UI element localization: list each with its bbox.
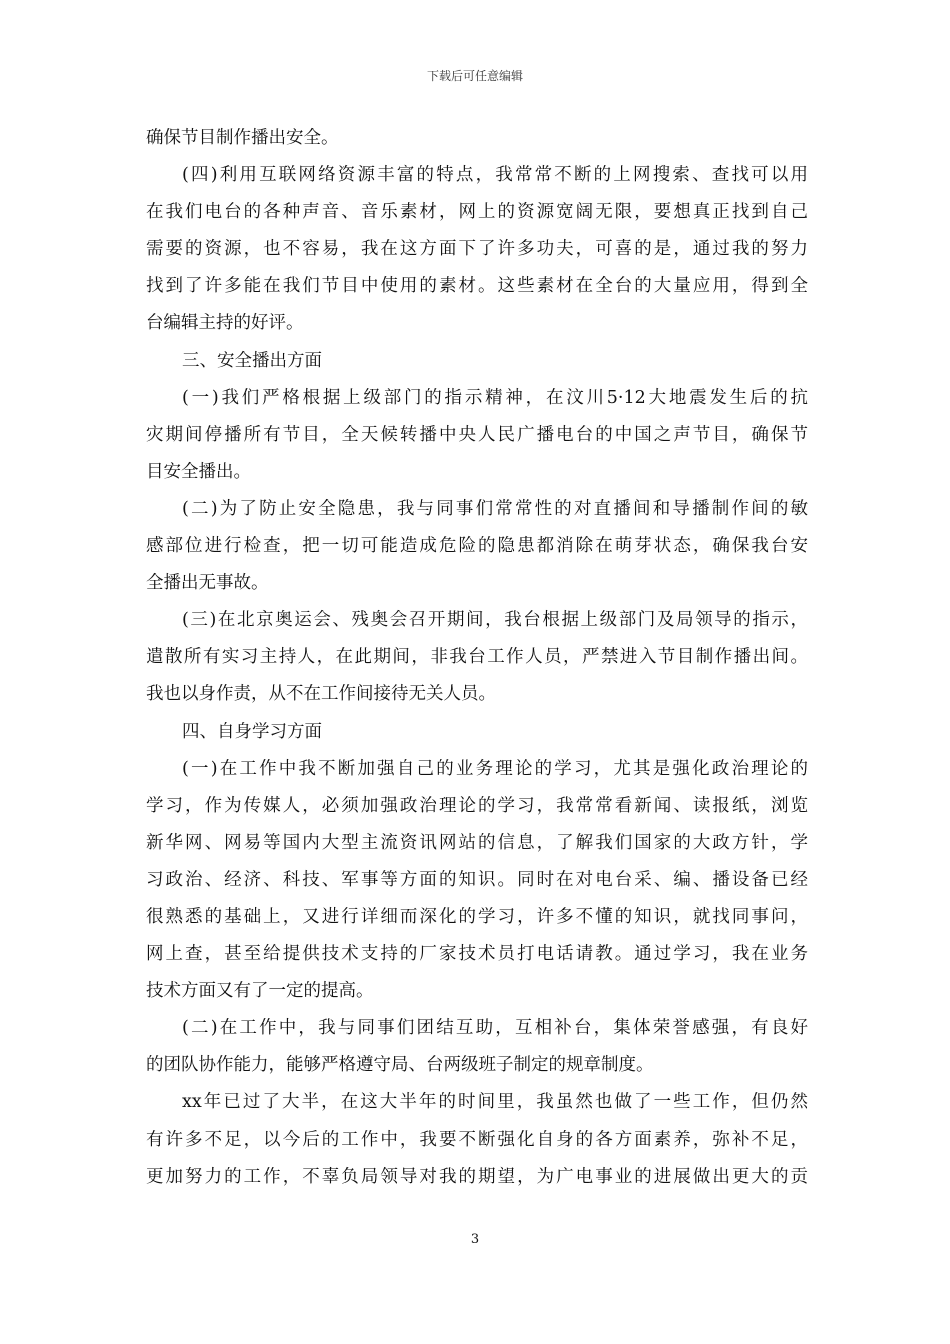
text-line: 灾期间停播所有节目，全天候转播中央人民广播电台的中国之声节目，确保节 xyxy=(146,424,808,445)
text-line: (二)在工作中，我与同事们团结互助，互相补台，集体荣誉感强，有良好 xyxy=(182,1018,808,1039)
text-line: (四)利用互联网络资源丰富的特点，我常常不断的上网搜索、查找可以用 xyxy=(182,165,808,186)
text-line: xx年已过了大半，在这大半年的时间里，我虽然也做了一些工作，但仍然 xyxy=(182,1092,808,1113)
text-line: (一)在工作中我不断加强自己的业务理论的学习，尤其是强化政治理论的 xyxy=(182,758,808,779)
text-line: 目安全播出。 xyxy=(146,461,251,482)
text-line: 更加努力的工作，不辜负局领导对我的期望，为广电事业的进展做出更大的贡 xyxy=(146,1166,808,1187)
text-line: 学习，作为传媒人，必须加强政治理论的学习，我常常看新闻、读报纸，浏览 xyxy=(146,795,808,816)
text-line: 在我们电台的各种声音、音乐素材，网上的资源宽阔无限，要想真正找到自己 xyxy=(146,202,808,223)
text-line: 的团队协作能力，能够严格遵守局、台两级班子制定的规章制度。 xyxy=(146,1055,654,1076)
text-line: 有许多不足，以今后的工作中，我要不断强化自身的各方面素养，弥补不足， xyxy=(146,1129,808,1150)
text-line: 技术方面又有了一定的提高。 xyxy=(146,981,374,1002)
page-header: 下载后可任意编辑 xyxy=(426,69,523,83)
text-line: 需要的资源，也不容易，我在这方面下了许多功夫，可喜的是，通过我的努力 xyxy=(146,239,808,260)
text-line: 遣散所有实习主持人，在此期间，非我台工作人员，严禁进入节目制作播出间。 xyxy=(146,647,808,668)
text-line: 感部位进行检查，把一切可能造成危险的隐患都消除在萌芽状态，确保我台安 xyxy=(146,536,808,557)
text-line: 很熟悉的基础上，又进行详细而深化的学习，许多不懂的知识，就找同事问， xyxy=(146,906,808,927)
text-line: 习政治、经济、科技、军事等方面的知识。同时在对电台采、编、播设备已经 xyxy=(146,869,808,890)
text-line: (一)我们严格根据上级部门的指示精神，在汶川5·12大地震发生后的抗 xyxy=(182,387,808,408)
text-line: (三)在北京奥运会、残奥会召开期间，我台根据上级部门及局领导的指示， xyxy=(182,610,808,631)
text-line: 确保节目制作播出安全。 xyxy=(146,128,339,148)
text-line: 我也以身作责，从不在工作间接待无关人员。 xyxy=(146,684,496,705)
document-body xyxy=(146,120,808,1196)
text-line: 网上查，甚至给提供技术支持的厂家技术员打电话请教。通过学习，我在业务 xyxy=(146,944,808,965)
text-line: 台编辑主持的好评。 xyxy=(146,313,304,334)
text-line: 找到了许多能在我们节目中使用的素材。这些素材在全台的大量应用，得到全 xyxy=(146,276,808,297)
text-line: 新华网、网易等国内大型主流资讯网站的信息，了解我们国家的大政方针，学 xyxy=(146,832,808,853)
section-heading: 三、安全播出方面 xyxy=(182,350,322,371)
section-heading: 四、自身学习方面 xyxy=(182,721,322,742)
page-number: 3 xyxy=(470,1232,480,1247)
text-line: 全播出无事故。 xyxy=(146,573,269,594)
text-line: (二)为了防止安全隐患，我与同事们常常性的对直播间和导播制作间的敏 xyxy=(182,498,808,519)
